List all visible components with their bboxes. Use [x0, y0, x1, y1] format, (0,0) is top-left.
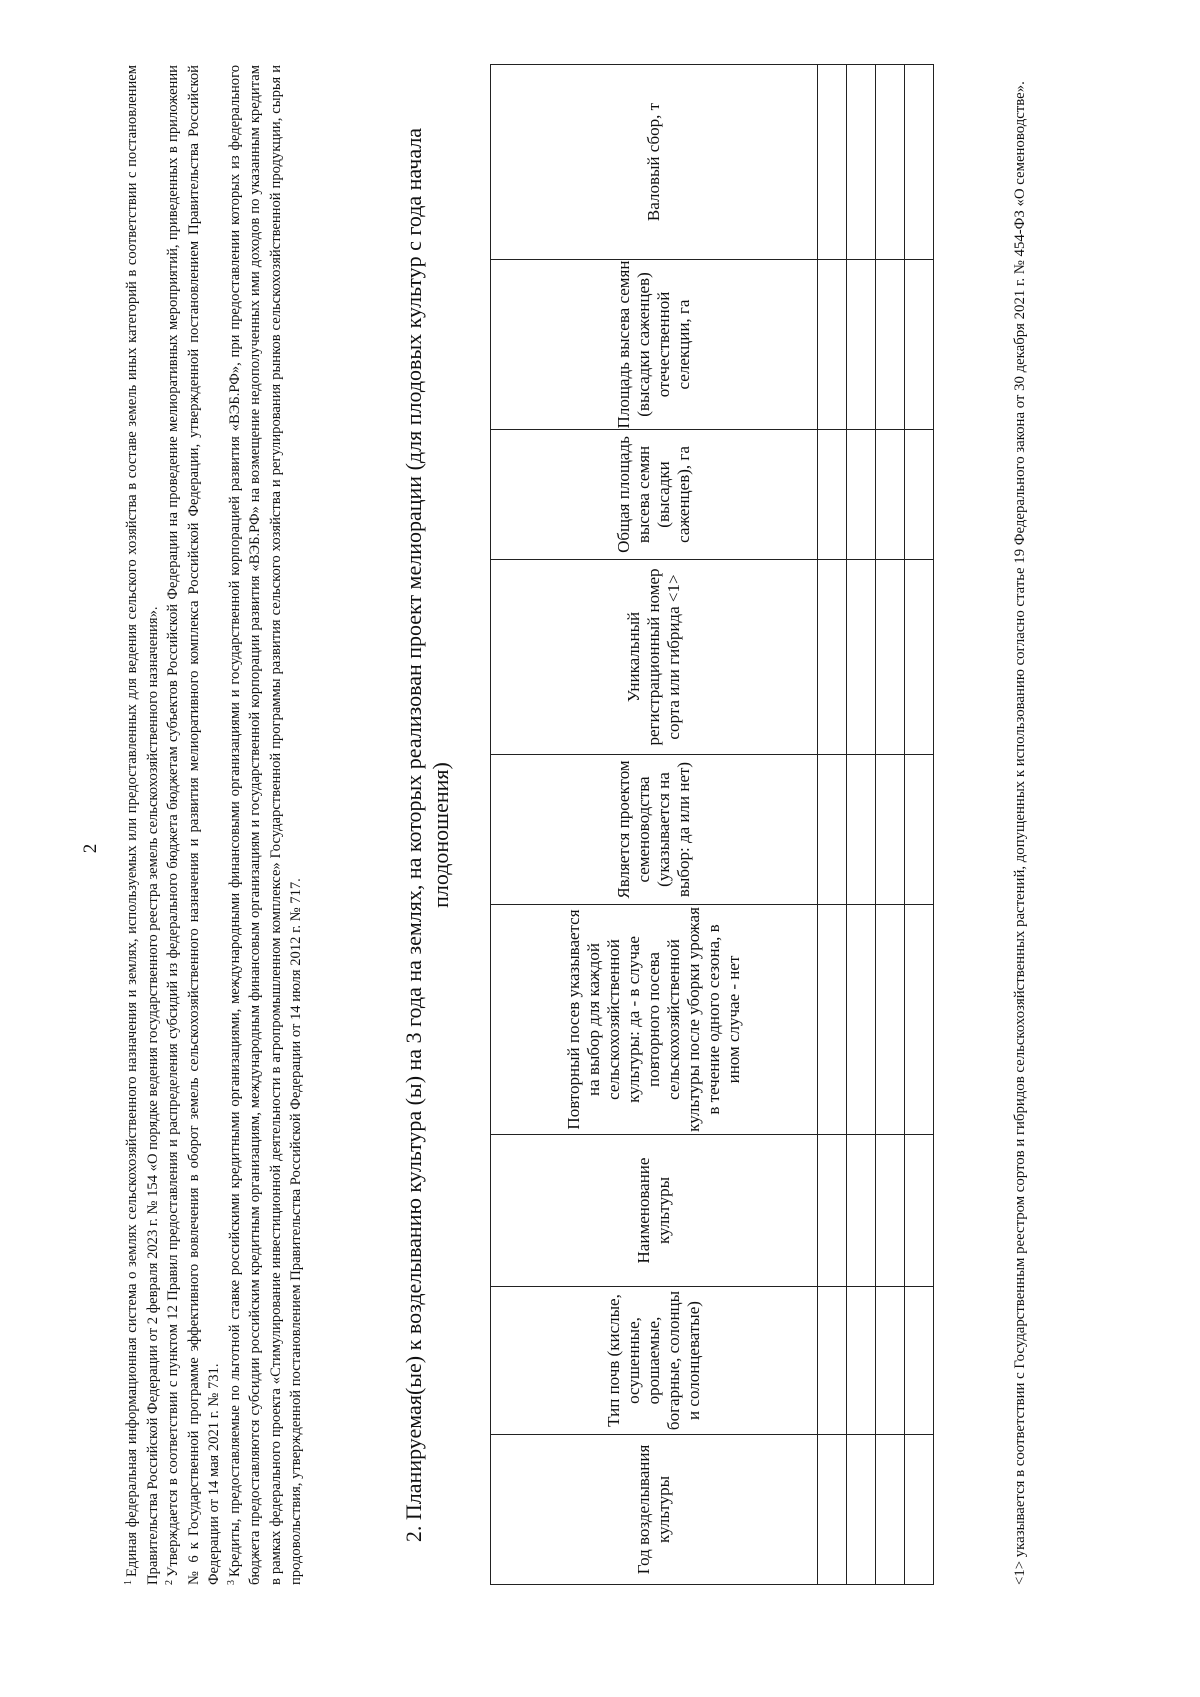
crop-plan-table: [490, 64, 934, 1585]
footnote-1: [122, 65, 163, 1585]
table-cell[interactable]: [876, 1435, 905, 1585]
table-cell[interactable]: [847, 65, 876, 260]
table-cell[interactable]: [847, 1435, 876, 1585]
table-cell[interactable]: [847, 560, 876, 755]
table-row: [905, 65, 934, 1585]
table-cell[interactable]: [905, 560, 934, 755]
footnote-text: Единая федеральная информационная система о землях сельскохозяйственного назначения и землях, используемых или предоставленных для ведения сельского хозяйства в составе земель иных категорий в соответствии с постановлением Правительства Российской Федерации от 2 февраля 2023 г. № 154 «О порядке ведения государственного реестра земель сельскохозяйственного назначения».: [124, 65, 161, 1585]
table-cell[interactable]: [818, 905, 847, 1135]
table-row: [876, 65, 905, 1585]
footnotes: [122, 65, 307, 1585]
table-cell[interactable]: [876, 905, 905, 1135]
table-cell[interactable]: [847, 1135, 876, 1287]
table-cell[interactable]: [818, 260, 847, 430]
table-cell[interactable]: [847, 430, 876, 560]
table-cell[interactable]: [876, 1135, 905, 1287]
header-seed-project: Является проектом семеноводства (указывается на выбор: да или нет): [491, 755, 818, 905]
table-cell[interactable]: [818, 560, 847, 755]
table-cell[interactable]: [818, 1135, 847, 1287]
table-cell[interactable]: [905, 1435, 934, 1585]
table-cell[interactable]: [847, 1287, 876, 1435]
table-cell[interactable]: [818, 430, 847, 560]
table-cell[interactable]: [847, 755, 876, 905]
footnote-3: [225, 65, 307, 1585]
table-cell[interactable]: [847, 905, 876, 1135]
header-year: Год возделывания культуры: [491, 1435, 818, 1585]
page-number: 2: [80, 843, 101, 854]
table-cell[interactable]: [876, 430, 905, 560]
footer-note: <1> указывается в соответствии с Государственным реестром сортов и гибридов сельскохозяйственных растений, допущенных к использованию согласно статье 19 Федерального закона от 30 декабря 2021 г. № 454-ФЗ «О семеноводстве».: [1012, 81, 1028, 1585]
table-body: [818, 65, 934, 1585]
header-repeat-sowing: Повторный посев указывается на выбор для каждой сельскохозяйственной культуры: да - в случае повторного посева сельскохозяйственной культуры после уборки урожая в течение одного сезона, в ином случае - нет: [491, 905, 818, 1135]
table-cell[interactable]: [847, 260, 876, 430]
footnote-mark: 2: [164, 1580, 175, 1585]
table-cell[interactable]: [818, 755, 847, 905]
header-registration-number: Уникальный регистрационный номер сорта или гибрида <1>: [491, 560, 818, 755]
table-cell[interactable]: [905, 1135, 934, 1287]
table-cell[interactable]: [876, 560, 905, 755]
table-cell[interactable]: [905, 1287, 934, 1435]
table-cell[interactable]: [905, 905, 934, 1135]
table-cell[interactable]: [818, 1287, 847, 1435]
table-cell[interactable]: [905, 260, 934, 430]
table-cell[interactable]: [876, 260, 905, 430]
table-cell[interactable]: [818, 1435, 847, 1585]
table-cell[interactable]: [876, 755, 905, 905]
table-cell[interactable]: [905, 430, 934, 560]
table-cell[interactable]: [818, 65, 847, 260]
header-gross-yield: Валовый сбор, т: [491, 65, 818, 260]
header-crop-name: Наименование культуры: [491, 1135, 818, 1287]
table-header-row: [491, 65, 818, 1585]
footnote-mark: 3: [225, 1580, 237, 1585]
footnote-2: [163, 65, 225, 1585]
header-soil-type: Тип почв (кислые, осушенные, орошаемые, богарные, солонцы и солонцеватые): [491, 1287, 818, 1435]
table-cell[interactable]: [876, 65, 905, 260]
header-total-area: Общая площадь высева семян (высадки саженцев), га: [491, 430, 818, 560]
footnote-mark: 1: [123, 1580, 134, 1585]
table-cell[interactable]: [876, 1287, 905, 1435]
footnote-text: Кредиты, предоставляемые по льготной ставке российскими кредитными организациями, международными финансовыми организациями и государственной корпорацией развития «ВЭБ.РФ», при предоставлении которых из федерального бюджета предоставляются субсидии российским кредитным организациям, международным финансовым организациям и государственной корпорации развития «ВЭБ.РФ» на возмещение недополученных ими доходов по указанным кредитам в рамках федерального проекта «Стимулирование инвестиционной деятельности в агропромышленном комплексе» Государственной программы развития сельского хозяйства и регулирования рынков сельскохозяйственной продукции, сырья и продовольствия, утвержденной постановлением Правительства Российской Федерации от 14 июля 2012 г. № 717.: [226, 65, 304, 1585]
table-cell[interactable]: [905, 755, 934, 905]
table-cell[interactable]: [905, 65, 934, 260]
section-title: 2. Планируемая(ые) к возделыванию культура (ы) на 3 года на землях, на которых реализован проект мелиорации (для плодовых культур с года начала плодоношения): [401, 127, 453, 1543]
footnote-text: Утверждается в соответствии с пунктом 12 Правил предоставления и распределения субсидий из федерального бюджета бюджетам субъектов Российской Федерации на проведение мелиоративных мероприятий, приведенных в приложении № 6 к Государственной программе эффективного вовлечения в оборот земель сельскохозяйственного назначения и развития мелиоративного комплекса Российской Федерации, утвержденной постановлением Правительства Российской Федерации от 14 мая 2021 г. № 731.: [165, 65, 222, 1585]
table-row: [847, 65, 876, 1585]
table-row: [818, 65, 847, 1585]
header-domestic-area: Площадь высева семян (высадки саженцев) отечественной селекции, га: [491, 260, 818, 430]
